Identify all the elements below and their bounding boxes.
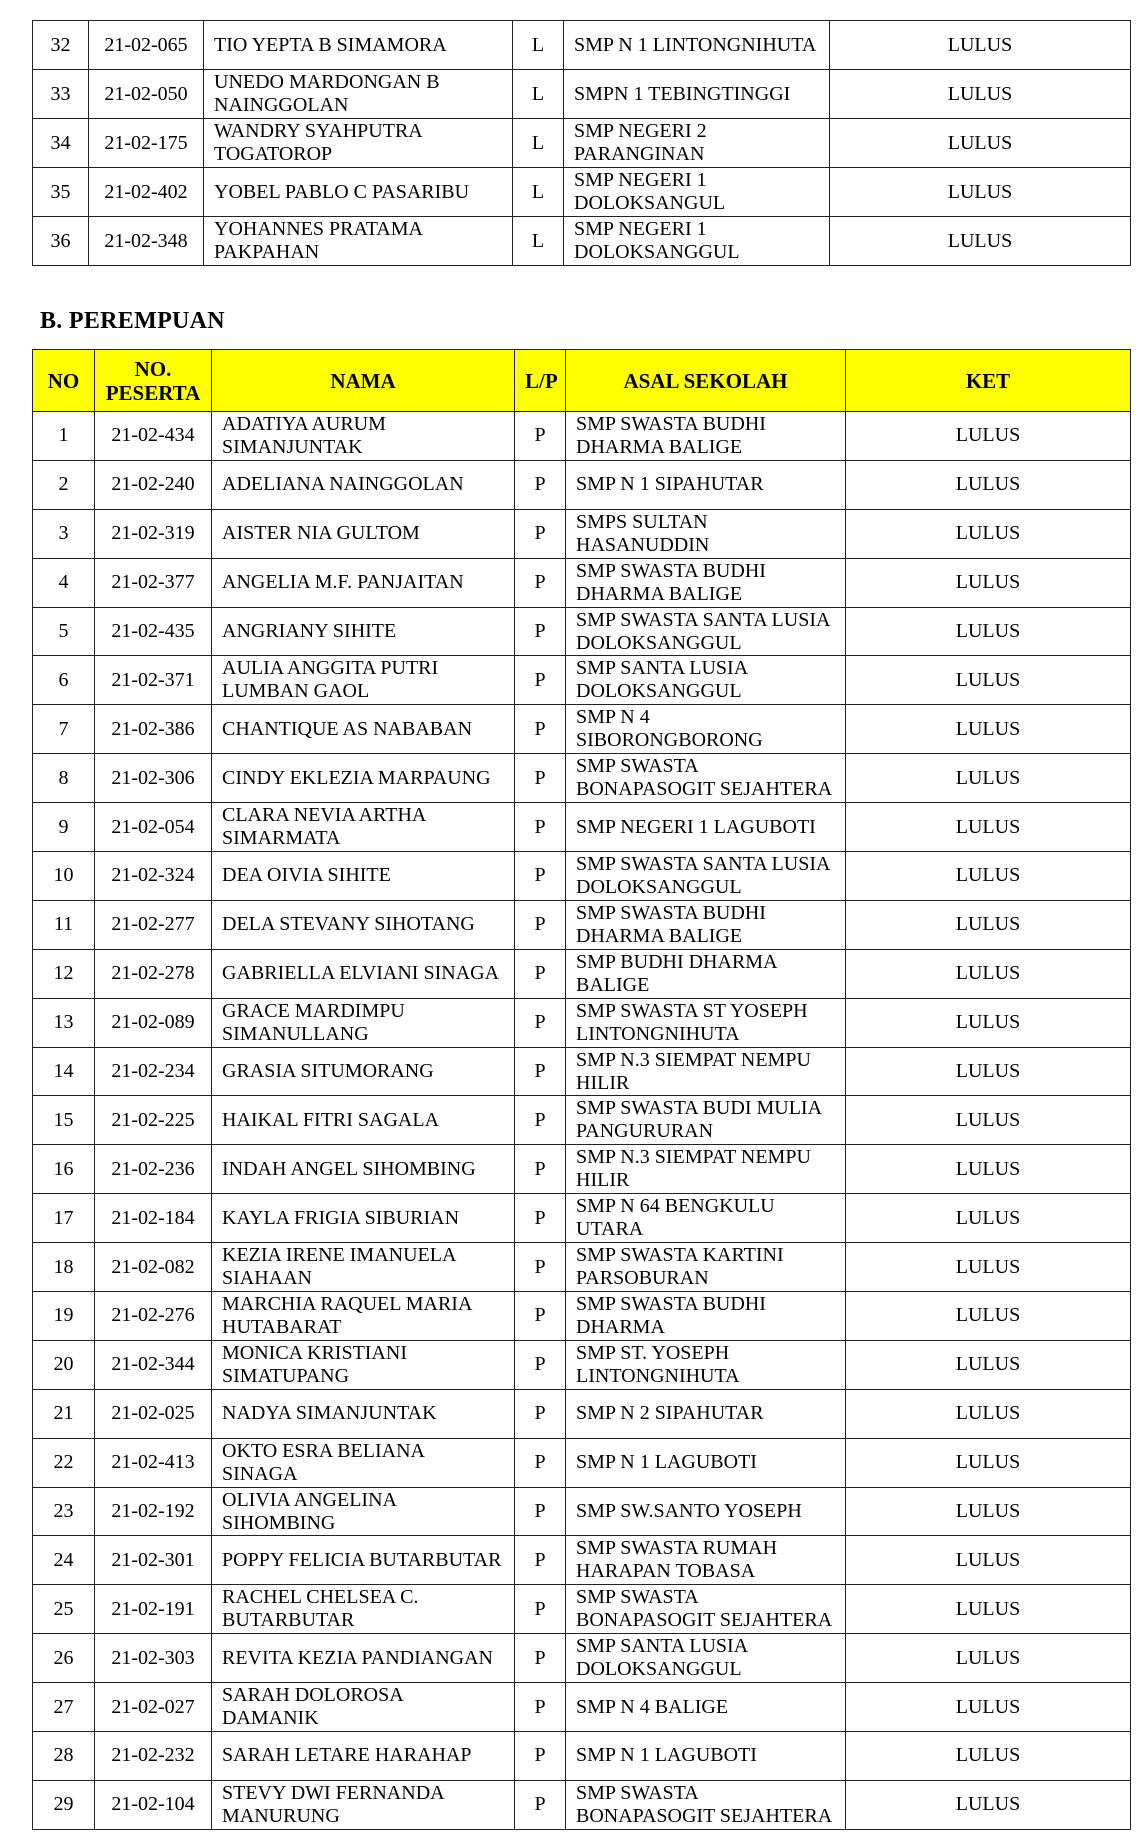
- table-row: [33, 900, 1131, 949]
- cell-ket: LULUS: [846, 558, 1131, 607]
- cell-no: 15: [33, 1096, 95, 1145]
- header-no-peserta: NO. PESERTA: [95, 350, 212, 412]
- cell-ket: LULUS: [846, 754, 1131, 803]
- cell-no-peserta: 21-02-301: [95, 1536, 212, 1585]
- cell-asal-sekolah: SMP SWASTA BUDHI DHARMA BALIGE: [566, 900, 846, 949]
- cell-no: 7: [33, 705, 95, 754]
- table-row: [33, 1194, 1131, 1243]
- cell-ket: LULUS: [830, 168, 1131, 217]
- cell-nama: GRASIA SITUMORANG: [212, 1047, 515, 1096]
- cell-no-peserta: 21-02-236: [95, 1145, 212, 1194]
- cell-nama: DEA OIVIA SIHITE: [212, 852, 515, 901]
- cell-lp: P: [515, 509, 566, 558]
- cell-no-peserta: 21-02-232: [95, 1732, 212, 1781]
- cell-ket: LULUS: [846, 1780, 1131, 1829]
- cell-ket: LULUS: [846, 1243, 1131, 1292]
- cell-lp: P: [515, 558, 566, 607]
- cell-no-peserta: 21-02-065: [89, 21, 204, 70]
- cell-lp: P: [515, 803, 566, 852]
- cell-nama: ADATIYA AURUM SIMANJUNTAK: [212, 412, 515, 461]
- cell-lp: P: [515, 1634, 566, 1683]
- cell-ket: LULUS: [846, 1194, 1131, 1243]
- table-row: [33, 1243, 1131, 1292]
- cell-ket: LULUS: [846, 900, 1131, 949]
- table-row: [33, 949, 1131, 998]
- cell-no-peserta: 21-02-319: [95, 509, 212, 558]
- cell-asal-sekolah: SMP SWASTA RUMAH HARAPAN TOBASA: [566, 1536, 846, 1585]
- cell-ket: LULUS: [846, 1634, 1131, 1683]
- cell-nama: KEZIA IRENE IMANUELA SIAHAAN: [212, 1243, 515, 1292]
- table-row: [33, 1047, 1131, 1096]
- cell-ket: LULUS: [846, 1536, 1131, 1585]
- cell-no-peserta: 21-02-306: [95, 754, 212, 803]
- table-row: [33, 1732, 1131, 1781]
- table-row: [33, 754, 1131, 803]
- cell-no: 2: [33, 460, 95, 509]
- table-row: [33, 1536, 1131, 1585]
- cell-lp: P: [515, 1096, 566, 1145]
- table-row: [33, 705, 1131, 754]
- cell-no: 8: [33, 754, 95, 803]
- table-row: [33, 412, 1131, 461]
- header-lp: L/P: [515, 350, 566, 412]
- cell-no-peserta: 21-02-402: [89, 168, 204, 217]
- cell-asal-sekolah: SMP SWASTA BONAPASOGIT SEJAHTERA: [566, 1780, 846, 1829]
- cell-lp: P: [515, 1732, 566, 1781]
- cell-no: 36: [33, 217, 89, 266]
- table-row: [33, 168, 1131, 217]
- cell-asal-sekolah: SMP N 1 LINTONGNIHUTA: [564, 21, 830, 70]
- cell-nama: SARAH DOLOROSA DAMANIK: [212, 1683, 515, 1732]
- cell-asal-sekolah: SMP N 64 BENGKULU UTARA: [566, 1194, 846, 1243]
- cell-no: 1: [33, 412, 95, 461]
- cell-no-peserta: 21-02-276: [95, 1292, 212, 1341]
- cell-no-peserta: 21-02-434: [95, 412, 212, 461]
- cell-no-peserta: 21-02-191: [95, 1585, 212, 1634]
- table-row: [33, 460, 1131, 509]
- cell-nama: GRACE MARDIMPU SIMANULLANG: [212, 998, 515, 1047]
- cell-ket: LULUS: [846, 803, 1131, 852]
- cell-nama: STEVY DWI FERNANDA MANURUNG: [212, 1780, 515, 1829]
- cell-no: 22: [33, 1438, 95, 1487]
- cell-lp: P: [515, 1438, 566, 1487]
- cell-no-peserta: 21-02-104: [95, 1780, 212, 1829]
- cell-asal-sekolah: SMP SWASTA SANTA LUSIA DOLOKSANGGUL: [566, 852, 846, 901]
- cell-ket: LULUS: [846, 998, 1131, 1047]
- cell-no: 27: [33, 1683, 95, 1732]
- cell-lp: L: [513, 217, 564, 266]
- cell-lp: P: [515, 656, 566, 705]
- cell-ket: LULUS: [846, 1683, 1131, 1732]
- cell-ket: LULUS: [846, 412, 1131, 461]
- header-no: NO: [33, 350, 95, 412]
- cell-ket: LULUS: [846, 460, 1131, 509]
- cell-no-peserta: 21-02-435: [95, 607, 212, 656]
- cell-no: 5: [33, 607, 95, 656]
- cell-no-peserta: 21-02-344: [95, 1340, 212, 1389]
- cell-asal-sekolah: SMP SWASTA KARTINI PARSOBURAN: [566, 1243, 846, 1292]
- cell-ket: LULUS: [830, 217, 1131, 266]
- cell-nama: REVITA KEZIA PANDIANGAN: [212, 1634, 515, 1683]
- table-perempuan: [32, 349, 1131, 1830]
- cell-nama: UNEDO MARDONGAN B NAINGGOLAN: [204, 70, 513, 119]
- cell-asal-sekolah: SMP N 4 SIBORONGBORONG: [566, 705, 846, 754]
- cell-no: 18: [33, 1243, 95, 1292]
- cell-no-peserta: 21-02-089: [95, 998, 212, 1047]
- cell-asal-sekolah: SMP SWASTA BONAPASOGIT SEJAHTERA: [566, 754, 846, 803]
- cell-nama: YOBEL PABLO C PASARIBU: [204, 168, 513, 217]
- cell-ket: LULUS: [846, 1096, 1131, 1145]
- table-row: [33, 1683, 1131, 1732]
- cell-nama: ADELIANA NAINGGOLAN: [212, 460, 515, 509]
- cell-asal-sekolah: SMP NEGERI 2 PARANGINAN: [564, 119, 830, 168]
- cell-no: 13: [33, 998, 95, 1047]
- cell-asal-sekolah: SMP SWASTA SANTA LUSIA DOLOKSANGGUL: [566, 607, 846, 656]
- cell-lp: P: [515, 607, 566, 656]
- section-b-title: B. PEREMPUAN: [40, 308, 225, 334]
- cell-ket: LULUS: [830, 70, 1131, 119]
- cell-nama: SARAH LETARE HARAHAP: [212, 1732, 515, 1781]
- cell-nama: NADYA SIMANJUNTAK: [212, 1389, 515, 1438]
- cell-asal-sekolah: SMP SWASTA BUDHI DHARMA BALIGE: [566, 412, 846, 461]
- cell-lp: P: [515, 1340, 566, 1389]
- cell-no: 29: [33, 1780, 95, 1829]
- cell-no: 21: [33, 1389, 95, 1438]
- cell-nama: TIO YEPTA B SIMAMORA: [204, 21, 513, 70]
- cell-no: 3: [33, 509, 95, 558]
- table-row: [33, 656, 1131, 705]
- cell-no: 14: [33, 1047, 95, 1096]
- cell-no: 9: [33, 803, 95, 852]
- table-row: [33, 1487, 1131, 1536]
- cell-no: 28: [33, 1732, 95, 1781]
- cell-nama: MARCHIA RAQUEL MARIA HUTABARAT: [212, 1292, 515, 1341]
- cell-no-peserta: 21-02-025: [95, 1389, 212, 1438]
- cell-ket: LULUS: [830, 119, 1131, 168]
- table-row: [33, 803, 1131, 852]
- header-ket: KET: [846, 350, 1131, 412]
- table-row: [33, 21, 1131, 70]
- cell-nama: ANGELIA M.F. PANJAITAN: [212, 558, 515, 607]
- cell-lp: P: [515, 1536, 566, 1585]
- cell-asal-sekolah: SMP NEGERI 1 DOLOKSANGGUL: [564, 217, 830, 266]
- cell-no-peserta: 21-02-225: [95, 1096, 212, 1145]
- cell-no-peserta: 21-02-377: [95, 558, 212, 607]
- cell-nama: KAYLA FRIGIA SIBURIAN: [212, 1194, 515, 1243]
- table-row: [33, 1585, 1131, 1634]
- cell-lp: P: [515, 998, 566, 1047]
- cell-asal-sekolah: SMP N 1 LAGUBOTI: [566, 1438, 846, 1487]
- cell-ket: LULUS: [846, 607, 1131, 656]
- cell-lp: P: [515, 1243, 566, 1292]
- cell-asal-sekolah: SMP NEGERI 1 DOLOKSANGUL: [564, 168, 830, 217]
- cell-lp: P: [515, 705, 566, 754]
- cell-no: 12: [33, 949, 95, 998]
- cell-lp: P: [515, 1585, 566, 1634]
- cell-lp: L: [513, 70, 564, 119]
- cell-asal-sekolah: SMP SWASTA BUDHI DHARMA BALIGE: [566, 558, 846, 607]
- cell-asal-sekolah: SMP N.3 SIEMPAT NEMPU HILIR: [566, 1047, 846, 1096]
- cell-ket: LULUS: [830, 21, 1131, 70]
- table-laki-laki-continued: [32, 20, 1131, 266]
- cell-asal-sekolah: SMP N 1 SIPAHUTAR: [566, 460, 846, 509]
- cell-nama: CINDY EKLEZIA MARPAUNG: [212, 754, 515, 803]
- cell-no-peserta: 21-02-234: [95, 1047, 212, 1096]
- cell-asal-sekolah: SMP N 1 LAGUBOTI: [566, 1732, 846, 1781]
- table-row: [33, 1438, 1131, 1487]
- cell-lp: P: [515, 460, 566, 509]
- table-row: [33, 1389, 1131, 1438]
- cell-lp: L: [513, 119, 564, 168]
- cell-lp: P: [515, 754, 566, 803]
- cell-no-peserta: 21-02-303: [95, 1634, 212, 1683]
- cell-no-peserta: 21-02-184: [95, 1194, 212, 1243]
- table-row: [33, 998, 1131, 1047]
- cell-no: 25: [33, 1585, 95, 1634]
- table-row: [33, 1780, 1131, 1829]
- cell-no: 16: [33, 1145, 95, 1194]
- table-row: [33, 1634, 1131, 1683]
- cell-no-peserta: 21-02-324: [95, 852, 212, 901]
- cell-ket: LULUS: [846, 1487, 1131, 1536]
- cell-lp: P: [515, 412, 566, 461]
- table-row: [33, 509, 1131, 558]
- table-row: [33, 217, 1131, 266]
- cell-lp: P: [515, 1194, 566, 1243]
- cell-no: 17: [33, 1194, 95, 1243]
- cell-no: 6: [33, 656, 95, 705]
- cell-ket: LULUS: [846, 705, 1131, 754]
- table-row: [33, 1340, 1131, 1389]
- cell-asal-sekolah: SMP BUDHI DHARMA BALIGE: [566, 949, 846, 998]
- cell-no: 26: [33, 1634, 95, 1683]
- cell-nama: RACHEL CHELSEA C. BUTARBUTAR: [212, 1585, 515, 1634]
- cell-ket: LULUS: [846, 1292, 1131, 1341]
- cell-asal-sekolah: SMP N 4 BALIGE: [566, 1683, 846, 1732]
- table-a-body: [33, 21, 1131, 266]
- cell-ket: LULUS: [846, 1389, 1131, 1438]
- cell-nama: ANGRIANY SIHITE: [212, 607, 515, 656]
- cell-no: 4: [33, 558, 95, 607]
- cell-no: 11: [33, 900, 95, 949]
- table-row: [33, 1145, 1131, 1194]
- cell-ket: LULUS: [846, 509, 1131, 558]
- cell-no-peserta: 21-02-277: [95, 900, 212, 949]
- cell-nama: AULIA ANGGITA PUTRI LUMBAN GAOL: [212, 656, 515, 705]
- cell-no-peserta: 21-02-386: [95, 705, 212, 754]
- cell-nama: CHANTIQUE AS NABABAN: [212, 705, 515, 754]
- cell-no: 34: [33, 119, 89, 168]
- cell-lp: P: [515, 1292, 566, 1341]
- cell-no: 24: [33, 1536, 95, 1585]
- cell-lp: L: [513, 21, 564, 70]
- cell-asal-sekolah: SMP SANTA LUSIA DOLOKSANGGUL: [566, 656, 846, 705]
- cell-no: 19: [33, 1292, 95, 1341]
- cell-asal-sekolah: SMP SWASTA BUDI MULIA PANGURURAN: [566, 1096, 846, 1145]
- cell-no-peserta: 21-02-240: [95, 460, 212, 509]
- cell-asal-sekolah: SMP SWASTA ST YOSEPH LINTONGNIHUTA: [566, 998, 846, 1047]
- cell-nama: INDAH ANGEL SIHOMBING: [212, 1145, 515, 1194]
- cell-nama: CLARA NEVIA ARTHA SIMARMATA: [212, 803, 515, 852]
- table-row: [33, 1096, 1131, 1145]
- cell-ket: LULUS: [846, 949, 1131, 998]
- cell-asal-sekolah: SMP N.3 SIEMPAT NEMPU HILIR: [566, 1145, 846, 1194]
- cell-no-peserta: 21-02-027: [95, 1683, 212, 1732]
- cell-nama: YOHANNES PRATAMA PAKPAHAN: [204, 217, 513, 266]
- cell-ket: LULUS: [846, 656, 1131, 705]
- cell-no-peserta: 21-02-348: [89, 217, 204, 266]
- table-row: [33, 558, 1131, 607]
- cell-nama: WANDRY SYAHPUTRA TOGATOROP: [204, 119, 513, 168]
- cell-asal-sekolah: SMP ST. YOSEPH LINTONGNIHUTA: [566, 1340, 846, 1389]
- cell-no: 35: [33, 168, 89, 217]
- header-nama: NAMA: [212, 350, 515, 412]
- cell-lp: P: [515, 1487, 566, 1536]
- cell-nama: MONICA KRISTIANI SIMATUPANG: [212, 1340, 515, 1389]
- cell-asal-sekolah: SMP SW.SANTO YOSEPH: [566, 1487, 846, 1536]
- table-header-row: [33, 350, 1131, 412]
- cell-no: 32: [33, 21, 89, 70]
- cell-asal-sekolah: SMP SWASTA BUDHI DHARMA: [566, 1292, 846, 1341]
- cell-nama: GABRIELLA ELVIANI SINAGA: [212, 949, 515, 998]
- cell-no-peserta: 21-02-082: [95, 1243, 212, 1292]
- cell-nama: AISTER NIA GULTOM: [212, 509, 515, 558]
- table-row: [33, 1292, 1131, 1341]
- header-asal-sekolah: ASAL SEKOLAH: [566, 350, 846, 412]
- cell-nama: POPPY FELICIA BUTARBUTAR: [212, 1536, 515, 1585]
- cell-no: 33: [33, 70, 89, 119]
- cell-no: 23: [33, 1487, 95, 1536]
- cell-ket: LULUS: [846, 1732, 1131, 1781]
- cell-asal-sekolah: SMP NEGERI 1 LAGUBOTI: [566, 803, 846, 852]
- cell-no: 10: [33, 852, 95, 901]
- table-row: [33, 607, 1131, 656]
- cell-no-peserta: 21-02-371: [95, 656, 212, 705]
- cell-lp: P: [515, 1683, 566, 1732]
- cell-no-peserta: 21-02-278: [95, 949, 212, 998]
- cell-ket: LULUS: [846, 1145, 1131, 1194]
- cell-ket: LULUS: [846, 852, 1131, 901]
- cell-no-peserta: 21-02-050: [89, 70, 204, 119]
- cell-asal-sekolah: SMP SANTA LUSIA DOLOKSANGGUL: [566, 1634, 846, 1683]
- cell-lp: P: [515, 900, 566, 949]
- table-row: [33, 70, 1131, 119]
- cell-no: 20: [33, 1340, 95, 1389]
- cell-lp: P: [515, 852, 566, 901]
- cell-lp: L: [513, 168, 564, 217]
- cell-no-peserta: 21-02-175: [89, 119, 204, 168]
- cell-nama: HAIKAL FITRI SAGALA: [212, 1096, 515, 1145]
- cell-lp: P: [515, 1780, 566, 1829]
- cell-lp: P: [515, 1389, 566, 1438]
- cell-nama: OKTO ESRA BELIANA SINAGA: [212, 1438, 515, 1487]
- cell-no-peserta: 21-02-054: [95, 803, 212, 852]
- cell-lp: P: [515, 1145, 566, 1194]
- cell-ket: LULUS: [846, 1438, 1131, 1487]
- cell-nama: DELA STEVANY SIHOTANG: [212, 900, 515, 949]
- cell-asal-sekolah: SMP SWASTA BONAPASOGIT SEJAHTERA: [566, 1585, 846, 1634]
- cell-lp: P: [515, 949, 566, 998]
- table-row: [33, 119, 1131, 168]
- cell-ket: LULUS: [846, 1340, 1131, 1389]
- table-b-body: [33, 412, 1131, 1830]
- cell-no-peserta: 21-02-192: [95, 1487, 212, 1536]
- cell-ket: LULUS: [846, 1585, 1131, 1634]
- cell-asal-sekolah: SMP N 2 SIPAHUTAR: [566, 1389, 846, 1438]
- cell-asal-sekolah: SMPN 1 TEBINGTINGGI: [564, 70, 830, 119]
- table-row: [33, 852, 1131, 901]
- cell-nama: OLIVIA ANGELINA SIHOMBING: [212, 1487, 515, 1536]
- cell-lp: P: [515, 1047, 566, 1096]
- cell-no-peserta: 21-02-413: [95, 1438, 212, 1487]
- cell-asal-sekolah: SMPS SULTAN HASANUDDIN: [566, 509, 846, 558]
- cell-ket: LULUS: [846, 1047, 1131, 1096]
